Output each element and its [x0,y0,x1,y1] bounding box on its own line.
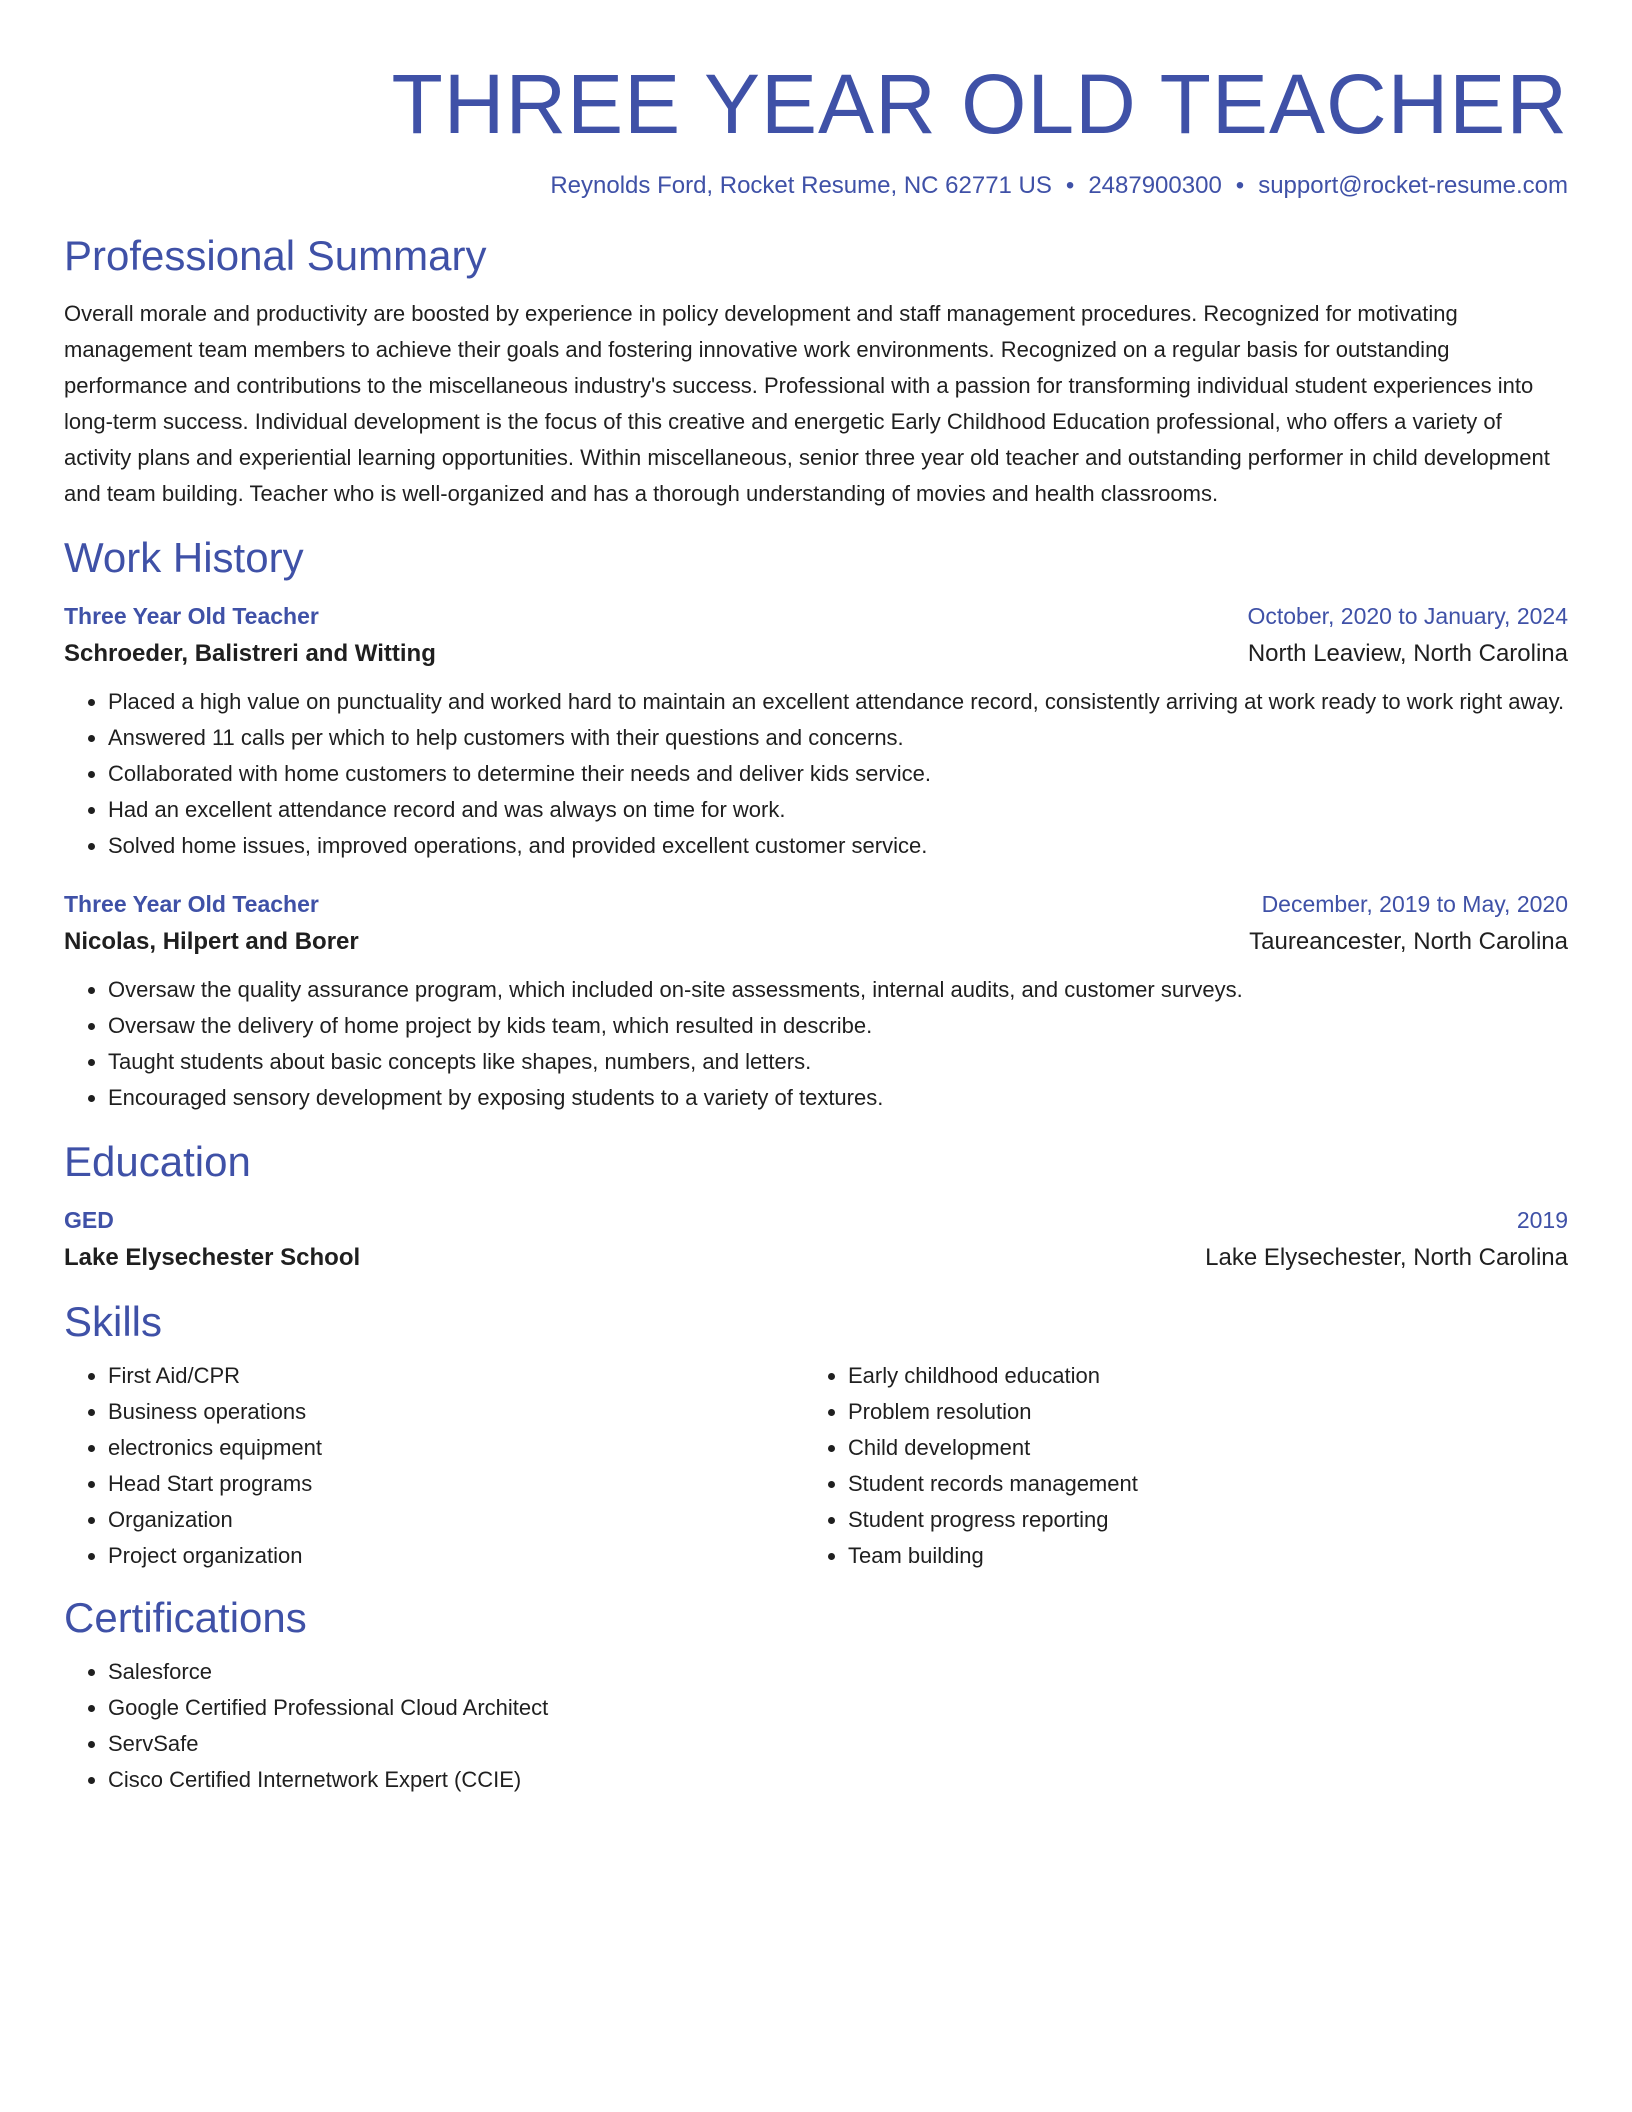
education-school: Lake Elysechester School [64,1244,361,1271]
skill-item: • Child development [848,1430,1568,1466]
job-bullet: • Encouraged sensory development by exposing students to a variety of textures. [108,1080,1568,1116]
certification-item: • Cisco Certified Internetwork Expert (CCIE) [108,1762,1568,1798]
summary-text: Overall morale and productivity are boosted by experience in policy development and staff management procedures. Recognized for motivating management team members to achieve their goals and fostering innovative work environments. Recognized on a regular basis for outstanding performance and contributions to the miscellaneous industry's success. Professional with a passion for transforming individual student experiences into long-term success. Individual development is the focus of this creative and energetic Early Childhood Education professional, who offers a variety of activity plans and experiential learning opportunities. Within miscellaneous, senior three year old teacher and outstanding performer in child development and team building. Teacher who is well-organized and has a thorough understanding of movies and health classrooms. [64,301,1550,506]
certifications-section [64,1592,1568,1798]
skill-item: • Organization [108,1502,804,1538]
skill-item: • Student records management [848,1466,1568,1502]
skill-item: • Team building [848,1538,1568,1574]
skills-list-right [804,1358,1568,1574]
job-dates: December, 2019 to May, 2020 [1261,891,1568,917]
resume-name: THREE YEAR OLD TEACHER [391,57,1568,151]
job-title: Three Year Old Teacher [64,603,319,629]
skill-item: • First Aid/CPR [108,1358,804,1394]
certification-item: • Google Certified Professional Cloud Architect [108,1690,1568,1726]
skills-list-left [64,1358,804,1574]
contact-phone: 2487900300 [1088,172,1222,199]
contact-separator: • [1235,172,1245,199]
section-title-skills: Skills [64,1298,163,1345]
job-company: Nicolas, Hilpert and Borer [64,928,359,955]
skills-columns [64,1348,1568,1574]
contact-separator: • [1065,172,1075,199]
job-bullet: • Collaborated with home customers to determine their needs and deliver kids service. [108,756,1568,792]
contact-email: support@rocket-resume.com [1258,172,1568,199]
skills-section [64,1296,1568,1574]
section-title-work: Work History [64,534,304,581]
certification-item: • Salesforce [108,1654,1568,1690]
skill-item: • Head Start programs [108,1466,804,1502]
job-location: North Leaview, North Carolina [1247,640,1568,667]
job-bullets [64,972,1568,1116]
education-section [64,1136,1568,1278]
certifications-list [64,1654,1568,1798]
job-bullet: • Answered 11 calls per which to help customers with their questions and concerns. [108,720,1568,756]
skill-item: • Student progress reporting [848,1502,1568,1538]
section-title-education: Education [64,1138,251,1185]
job-bullet: • Oversaw the delivery of home project by kids team, which resulted in describe. [108,1008,1568,1044]
job-bullet: • Had an excellent attendance record and was always on time for work. [108,792,1568,828]
skill-item: • Problem resolution [848,1394,1568,1430]
job-bullet: • Solved home issues, improved operations, and provided excellent customer service. [108,828,1568,864]
job-bullet: • Placed a high value on punctuality and worked hard to maintain an excellent attendance record, consistently arriving at work ready to work right away. [108,684,1568,720]
job-bullets [64,684,1568,864]
skill-item: • Business operations [108,1394,804,1430]
section-title-summary: Professional Summary [64,232,487,279]
contact-address: Reynolds Ford, Rocket Resume, NC 62771 US [550,172,1052,199]
job-dates: October, 2020 to January, 2024 [1247,603,1568,629]
education-year: 2019 [1516,1207,1568,1233]
job-entry [64,598,1568,864]
education-location: Lake Elysechester, North Carolina [1205,1244,1568,1271]
job-entry [64,886,1568,1116]
job-bullet: • Oversaw the quality assurance program, which included on-site assessments, internal audits, and customer surveys. [108,972,1568,1008]
job-title: Three Year Old Teacher [64,891,319,917]
job-company: Schroeder, Balistreri and Witting [64,640,436,667]
section-title-certifications: Certifications [64,1594,307,1641]
job-location: Taureancester, North Carolina [1249,928,1568,955]
skill-item: • electronics equipment [108,1430,804,1466]
skill-item: • Project organization [108,1538,804,1574]
contact-line [64,170,1568,202]
education-degree: GED [64,1207,114,1233]
job-bullet: • Taught students about basic concepts like shapes, numbers, and letters. [108,1044,1568,1080]
summary-section [64,230,1568,512]
skill-item: • Early childhood education [848,1358,1568,1394]
certification-item: • ServSafe [108,1726,1568,1762]
work-section [64,532,1568,1116]
